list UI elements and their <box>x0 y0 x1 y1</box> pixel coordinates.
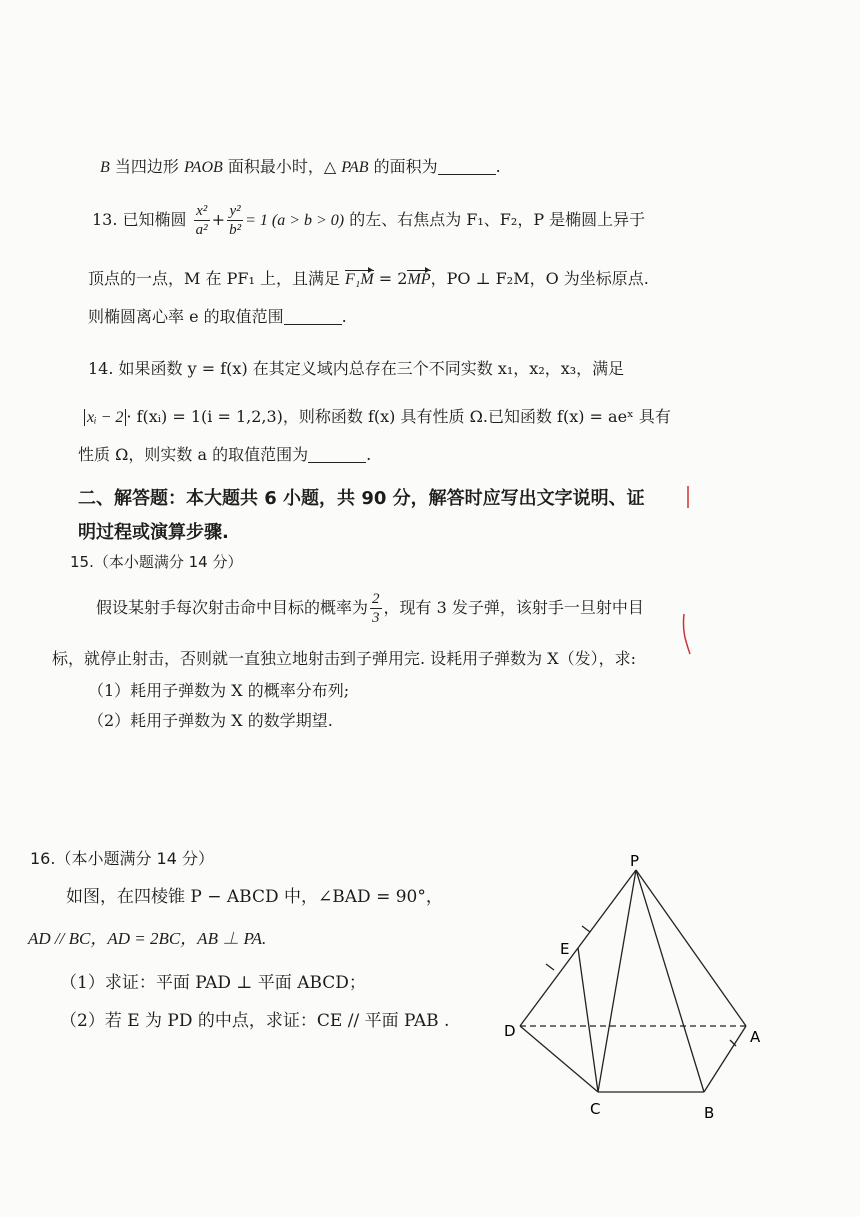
q14-line2 <box>84 406 671 429</box>
edge-pc <box>598 870 636 1092</box>
q15-line2: 标，就停止射击，否则就一直独立地射击到子弹用完. 设耗用子弹数为 X（发），求: <box>52 649 637 668</box>
edge-ba <box>704 1026 746 1092</box>
q13-vector-mp: MP <box>407 269 430 291</box>
q15-line1-b: ，现有 3 发子弹，该射手一旦射中目 <box>383 598 644 617</box>
q12-tail-line <box>100 156 501 179</box>
q12-end: . <box>495 157 501 176</box>
q13-number: 13. <box>92 210 118 229</box>
q14-answer-blank <box>308 446 366 463</box>
q15-line1-a: 假设某射手每次射击命中目标的概率为 <box>96 598 369 617</box>
edge-pb <box>636 870 704 1092</box>
q15-heading: 15.（本小题满分 14 分） <box>70 553 243 571</box>
q13-vector-f1m: F₁M <box>345 269 374 291</box>
q14-number: 14. <box>88 359 114 378</box>
q15-part2: （2）耗用子弹数为 X 的数学期望. <box>88 711 333 730</box>
section2-heading-line1: 二、解答题：本大题共 6 小题，共 90 分，解答时应写出文字说明、证 <box>78 488 645 509</box>
label-d: D <box>504 1022 516 1040</box>
tick-mark-ed <box>546 964 554 970</box>
label-c: C <box>590 1100 601 1118</box>
q13-line3 <box>88 306 347 328</box>
section2-heading-line2: 明过程或演算步骤. <box>78 522 229 543</box>
q13-end: . <box>341 307 347 326</box>
q13-equation-rhs: = 1 (a > b > 0) <box>245 212 345 229</box>
q16-line1: 如图，在四棱锥 P − ABCD 中，∠BAD = 90°， <box>66 887 443 907</box>
q16-heading: 16.（本小题满分 14 分） <box>30 849 214 868</box>
label-a: A <box>750 1028 761 1046</box>
q16-line2: AD // BC，AD = 2BC，AB ⊥ PA. <box>28 929 267 948</box>
q15-part1: （1）耗用子弹数为 X 的概率分布列; <box>88 681 350 700</box>
q13-line2-c: = 2 <box>373 269 408 288</box>
label-e: E <box>560 940 570 958</box>
q13-frac-y <box>227 202 243 239</box>
q12-text-c: 的面积为 <box>368 157 438 176</box>
q13-frac-x-num: x² <box>194 202 210 221</box>
q13-plus: + <box>211 210 226 229</box>
q13-line1 <box>92 202 645 239</box>
edge-dc <box>520 1026 598 1092</box>
q12-text-a: 当四边形 <box>109 157 184 176</box>
q13-line2-b: M 在 PF₁ 上，且满足 <box>184 269 346 288</box>
q14-line3-text: 性质 Ω，则实数 a 的取值范围为 <box>78 445 309 464</box>
q13-frac-y-num: y² <box>227 202 243 221</box>
tick-mark-pe <box>582 926 590 932</box>
q14-line1-text: 如果函数 y = f(x) 在其定义域内总存在三个不同实数 x₁，x₂，x₃，满足 <box>118 359 625 378</box>
q12-text-b: 面积最小时，△ <box>222 157 342 176</box>
q15-frac-den: 3 <box>372 610 380 626</box>
q12-answer-blank <box>438 158 496 175</box>
q14-line2-text: · f(xᵢ) = 1(i = 1,2,3)，则称函数 f(x) 具有性质 Ω.已知函数 f(x) = aeˣ 具有 <box>126 407 671 426</box>
red-pen-marks <box>674 482 704 682</box>
q13-line1-rest: 的左、右焦点为 F₁、F₂，P 是椭圆上异于 <box>344 210 646 229</box>
q13-line2-d: ，PO ⊥ F₂M，O 为坐标原点. <box>430 269 649 288</box>
q12-paob: PAOB <box>183 159 223 176</box>
q16-part2: （2）若 E 为 PD 的中点，求证：CE // 平面 PAB . <box>60 1011 450 1031</box>
q14-line3 <box>78 444 371 466</box>
q13-line3-text: 则椭圆离心率 e 的取值范围 <box>88 307 284 326</box>
segment-ec <box>578 948 598 1092</box>
q13-frac-y-den: b² <box>229 222 242 238</box>
label-p: P <box>630 852 640 870</box>
q14-end: . <box>366 445 372 464</box>
q12-pab: PAB <box>341 159 369 176</box>
q16-part1: （1）求证：平面 PAD ⊥ 平面 ABCD； <box>60 973 366 993</box>
q14-line1 <box>88 358 624 380</box>
q14-abs-expression: xᵢ − 2 <box>84 409 126 426</box>
q12-point-b: B <box>100 159 110 176</box>
q15-probability-fraction <box>370 590 382 627</box>
label-b: B <box>704 1104 715 1122</box>
q15-frac-num: 2 <box>372 591 380 607</box>
q13-frac-x <box>194 202 210 239</box>
q13-answer-blank <box>284 308 342 325</box>
q13-frac-x-den: a² <box>195 222 208 238</box>
q13-line2-a: 顶点的一点， <box>88 269 185 288</box>
q13-line2 <box>88 268 649 291</box>
q15-line1 <box>96 590 644 627</box>
pyramid-figure <box>490 850 780 1130</box>
edge-pa <box>636 870 746 1026</box>
q13-lead: 已知椭圆 <box>122 210 187 229</box>
